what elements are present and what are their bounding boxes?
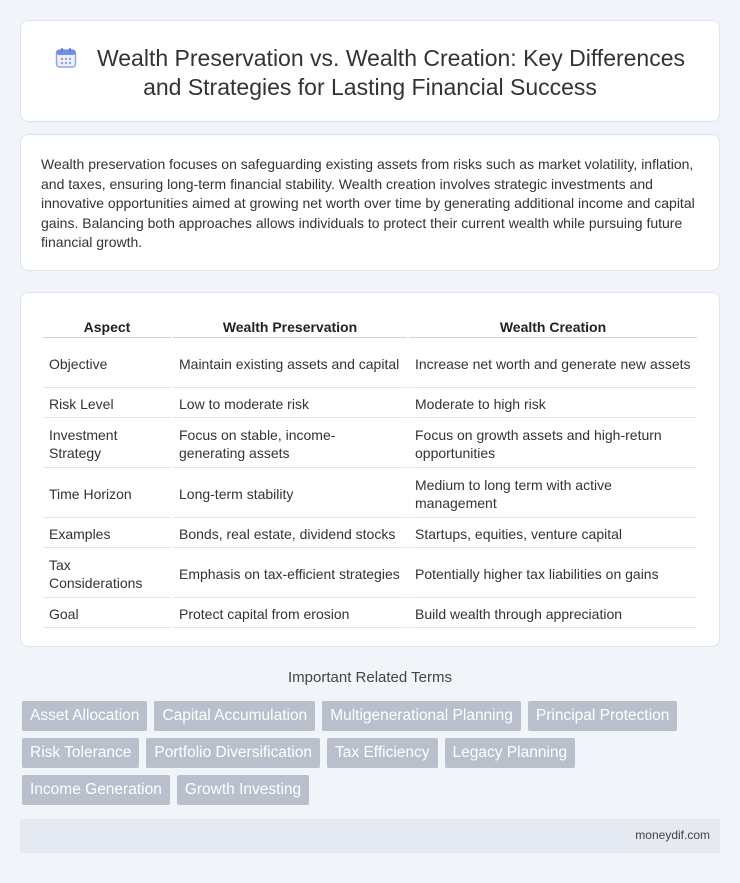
table-row xyxy=(43,390,697,418)
related-term-tag[interactable]: Portfolio Diversification xyxy=(146,738,320,768)
summary-text: Wealth preservation focuses on safeguarding existing assets from risks such as market volatility, inflation, and taxes, ensuring long-term financial stability. Wealth creation involves strategic investments and innovative opportunities aimed at growing net worth over time by generating additional income and capital gains. Balancing both approaches allows individuals to protect their current wealth while pursuing future financial growth. xyxy=(41,156,695,250)
table-cell-aspect: Goal xyxy=(43,600,171,628)
table-cell-preservation: Long-term stability xyxy=(173,470,407,518)
table-cell-aspect: Objective xyxy=(43,340,171,388)
table-cell-creation: Moderate to high risk xyxy=(409,390,697,418)
table-cell-aspect: Time Horizon xyxy=(43,470,171,518)
related-term-tag[interactable]: Income Generation xyxy=(22,775,170,805)
table-cell-preservation: Maintain existing assets and capital xyxy=(173,340,407,388)
table-header-aspect: Aspect xyxy=(43,317,171,338)
related-terms-title: Important Related Terms xyxy=(288,669,452,686)
footer-site-link[interactable]: moneydif.com xyxy=(635,828,710,842)
table-row xyxy=(43,550,697,598)
page-title-wrap xyxy=(21,44,719,102)
related-term-tag[interactable]: Asset Allocation xyxy=(22,701,147,731)
related-terms-list xyxy=(22,701,722,805)
related-term-tag[interactable]: Principal Protection xyxy=(528,701,678,731)
footer xyxy=(20,819,720,853)
related-term-tag[interactable]: Risk Tolerance xyxy=(22,738,139,768)
table-cell-aspect: Examples xyxy=(43,520,171,548)
table-cell-preservation: Focus on stable, income-generating assets xyxy=(173,420,407,468)
table-cell-aspect: Investment Strategy xyxy=(43,420,171,468)
table-cell-creation: Focus on growth assets and high-return opportunities xyxy=(409,420,697,468)
table-cell-preservation: Bonds, real estate, dividend stocks xyxy=(173,520,407,548)
table-cell-creation: Increase net worth and generate new assets xyxy=(409,340,697,388)
table-row xyxy=(43,340,697,388)
table-header-creation: Wealth Creation xyxy=(409,317,697,338)
calendar-icon xyxy=(55,47,77,69)
table-row xyxy=(43,520,697,548)
title-card xyxy=(20,20,720,122)
table-cell-creation: Potentially higher tax liabilities on gains xyxy=(409,550,697,598)
table-cell-preservation: Low to moderate risk xyxy=(173,390,407,418)
table-row xyxy=(43,420,697,468)
table-cell-aspect: Tax Considerations xyxy=(43,550,171,598)
related-term-tag[interactable]: Multigenerational Planning xyxy=(322,701,521,731)
table-cell-preservation: Emphasis on tax-efficient strategies xyxy=(173,550,407,598)
table-cell-preservation: Protect capital from erosion xyxy=(173,600,407,628)
table-row xyxy=(43,600,697,628)
table-cell-creation: Medium to long term with active management xyxy=(409,470,697,518)
table-cell-creation: Startups, equities, venture capital xyxy=(409,520,697,548)
page-title: Wealth Preservation vs. Wealth Creation: Key Differences and Strategies for Lasting Financial Success xyxy=(96,45,686,100)
related-term-tag[interactable]: Capital Accumulation xyxy=(154,701,315,731)
table-cell-aspect: Risk Level xyxy=(43,390,171,418)
related-term-tag[interactable]: Growth Investing xyxy=(177,775,309,805)
summary-card xyxy=(20,134,720,271)
related-term-tag[interactable]: Legacy Planning xyxy=(445,738,576,768)
table-header-preservation: Wealth Preservation xyxy=(173,317,407,338)
related-term-tag[interactable]: Tax Efficiency xyxy=(327,738,437,768)
table-header-row xyxy=(43,317,697,338)
comparison-table-card xyxy=(20,292,720,647)
comparison-table xyxy=(41,315,699,630)
table-row xyxy=(43,470,697,518)
table-cell-creation: Build wealth through appreciation xyxy=(409,600,697,628)
